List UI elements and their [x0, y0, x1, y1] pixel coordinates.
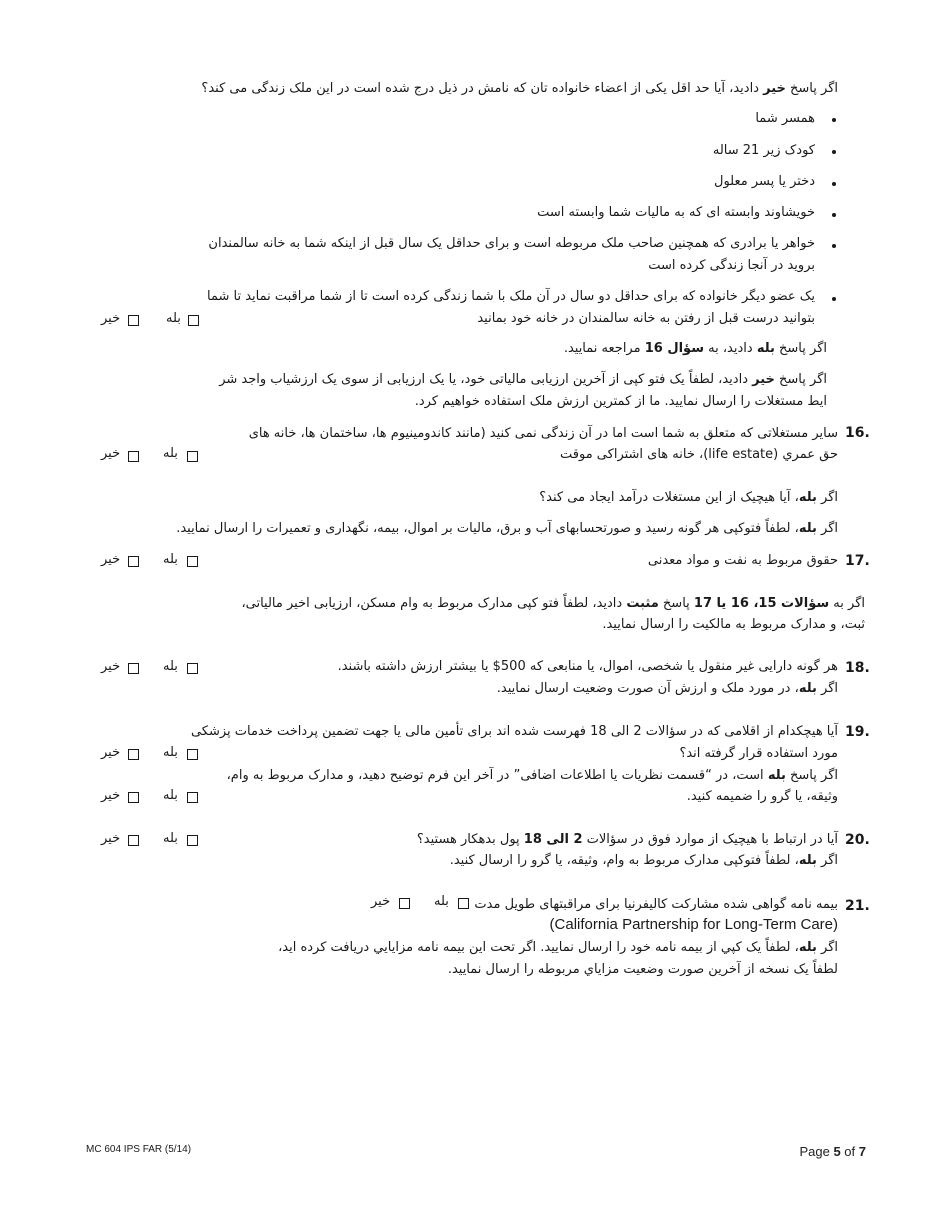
question-16-line2: حق عمري (life estate)، خانه های اشتراکی موقت: [560, 447, 838, 462]
q20-yes-checkbox[interactable]: [187, 835, 198, 846]
question-21-line4: لطفاً یک نسخه از آخرین صورت وضعیت مزایاي مربوطه را ارسال نمایید.: [447, 962, 838, 977]
bullet-icon: [832, 244, 836, 248]
question-17-number: 17.: [845, 553, 870, 569]
question-18-number: 18.: [845, 660, 870, 676]
bullet-dependent-relative: خویشاوند وابسته ای که به مالیات شما وابسته است: [537, 205, 815, 220]
yes-label: بله: [163, 788, 178, 803]
question-21-line1: بیمه نامه گواهی شده مشارکت کالیفرنیا برای مراقبتهای طویل مدت: [474, 897, 838, 912]
question-20-number: 20.: [845, 832, 870, 848]
q16-yes-checkbox[interactable]: [187, 451, 198, 462]
q18-yes-checkbox[interactable]: [187, 663, 198, 674]
no-label: خیر: [101, 311, 121, 326]
yes-label: بله: [163, 446, 178, 461]
bullet-child-under-21: کودک زیر 21 ساله: [712, 143, 815, 158]
q21-no-checkbox[interactable]: [399, 898, 410, 909]
question-19-line4: وثیقه، یا گرو را ضمیمه کنید.: [686, 789, 838, 804]
question-19-line3: اگر پاسخ بله است، در “قسمت نظریات یا اطلاعات اضافی” در آخر این فرم توضیح دهید، و مدارک مربوط به وام،: [226, 768, 838, 783]
yes-label: بله: [434, 894, 449, 909]
q16-no-checkbox[interactable]: [128, 451, 139, 462]
q19-no-checkbox[interactable]: [128, 749, 139, 760]
question-21-line3: اگر بله، لطفاً یک کپي از بیمه نامه خود را ارسال نمایید. اگر تحت این بیمه نامه مزایایي دریافت کرده اید،: [278, 940, 838, 955]
question-15-17-note-line1: اگر به سؤالات 15، 16 یا 17 پاسخ مثبت دادید، لطفاً فتو کپی مدارک مربوط به وام مسکن، ارزیابی اخیر مالیاتی،: [241, 596, 865, 611]
intro-question: اگر پاسخ خیر دادید، آیا حد اقل یکی از اعضاء خانواده تان که نامش در ذیل درج شده است در این ملک زندگی می کند؟: [201, 81, 838, 96]
q17-no-checkbox[interactable]: [128, 556, 139, 567]
yes-label: بله: [166, 311, 181, 326]
question-18-line1: هر گونه دارایی غیر منقول یا شخصی، اموال، یا منابعی که $500 یا بیشتر ارزش داشته باشند.: [337, 659, 838, 674]
q17-yes-checkbox[interactable]: [187, 556, 198, 567]
bold-no: خیر: [763, 81, 786, 96]
no-label: خیر: [101, 745, 121, 760]
yes-label: بله: [163, 831, 178, 846]
q21-yes-checkbox[interactable]: [458, 898, 469, 909]
no-label: خیر: [101, 446, 121, 461]
bullet-spouse: همسر شما: [755, 111, 815, 126]
bullet-caregiver-line2: بتوانید درست قبل از رفتن به خانه سالمندان در خانه خود بمانید: [477, 311, 815, 326]
question-19-line2: مورد استفاده قرار گرفته اند؟: [679, 746, 838, 761]
bullet-caregiver-line1: یک عضو دیگر خانواده که برای حداقل دو سال در آن ملک با شما زندگی کرده است تا از شما مراقبت نماید تا شما: [206, 289, 815, 304]
page-number: Page 5 of 7: [799, 1144, 866, 1159]
question-20-line2: اگر بله، لطفاً فتوکپی مدارک مربوط به وام، وثیقه، یا گرو را ارسال کنید.: [449, 853, 838, 868]
question-16-line1: سایر مستغلاتی که متعلق به شما است اما در آن زندگی نمی کنید (مانند کاندومینیوم ها، ساختمان ها، خانه های: [248, 426, 838, 441]
bullet-icon: [832, 182, 836, 186]
bullet-sibling-line1: خواهر یا برادری که همچنین صاحب ملک مربوطه است و برای حداقل یک سال قبل از اینکه شما به خانه سالمندان: [208, 236, 815, 251]
q19b-yes-checkbox[interactable]: [187, 792, 198, 803]
question-16-sub1: اگر بله، آیا هیچیک از این مستغلات درآمد ایجاد می کند؟: [539, 490, 838, 505]
bullet-icon: [832, 150, 836, 154]
no-label: خیر: [101, 788, 121, 803]
no-assessment-line2: ایط مستغلات را ارسال نمایید. ما از کمترین ارزش ملک استفاده خواهیم کرد.: [414, 394, 827, 409]
bullet-icon: [832, 118, 836, 122]
no-label: خیر: [101, 552, 121, 567]
yes-label: بله: [163, 552, 178, 567]
q19b-no-checkbox[interactable]: [128, 792, 139, 803]
question-21-english: (California Partnership for Long-Term Care): [549, 916, 838, 933]
bullet-disabled-child: دختر یا پسر معلول: [714, 174, 815, 189]
intro-no-checkbox[interactable]: [128, 315, 139, 326]
question-21-number: 21.: [845, 898, 870, 914]
yes-go-to-16: اگر پاسخ بله دادید، به سؤال 16 مراجعه نمایید.: [563, 341, 827, 356]
q19-yes-checkbox[interactable]: [187, 749, 198, 760]
question-19-line1: آیا هیچکدام از اقلامی که در سؤالات 2 الی 18 فهرست شده اند برای تأمین مالی یا جهت تضمین پرداخت خدمات پزشکی: [190, 724, 838, 739]
question-20-line1: آیا در ارتباط با هیچیک از موارد فوق در سؤالات 2 الی 18 پول بدهکار هستید؟: [416, 832, 838, 847]
question-18-line2: اگر بله، در مورد ملک و ارزش آن صورت وضعیت ارسال نمایید.: [496, 681, 838, 696]
no-label: خیر: [371, 894, 391, 909]
question-16-number: 16.: [845, 425, 870, 441]
q18-no-checkbox[interactable]: [128, 663, 139, 674]
q20-no-checkbox[interactable]: [128, 835, 139, 846]
question-17-line1: حقوق مربوط به نفت و مواد معدنی: [647, 553, 838, 568]
question-19-number: 19.: [845, 724, 870, 740]
bullet-sibling-line2: بروید در آنجا زندگی کرده است: [648, 258, 815, 273]
form-id: MC 604 IPS FAR (5/14): [86, 1144, 192, 1155]
no-label: خیر: [101, 831, 121, 846]
question-15-17-note-line2: ثبت، و مدارک مربوط به مالکیت را ارسال نمایید.: [602, 617, 865, 632]
yes-label: بله: [163, 659, 178, 674]
bullet-icon: [832, 297, 836, 301]
intro-yes-checkbox[interactable]: [188, 315, 199, 326]
no-label: خیر: [101, 659, 121, 674]
yes-label: بله: [163, 745, 178, 760]
no-assessment-line1: اگر پاسخ خیر دادید، لطفاً یک فتو کپی از آخرین ارزیابی مالیاتی خود، یا یک ارزیابی از سوی یک ارزشیاب واجد شر: [219, 372, 827, 387]
bullet-icon: [832, 213, 836, 217]
question-16-sub2: اگر بله، لطفاً فتوکپی هر گونه رسید و صورتحسابهای آب و برق، مالیات بر اموال، بیمه، نگهداری و تعمیرات را ارسال نمایید.: [176, 521, 838, 536]
